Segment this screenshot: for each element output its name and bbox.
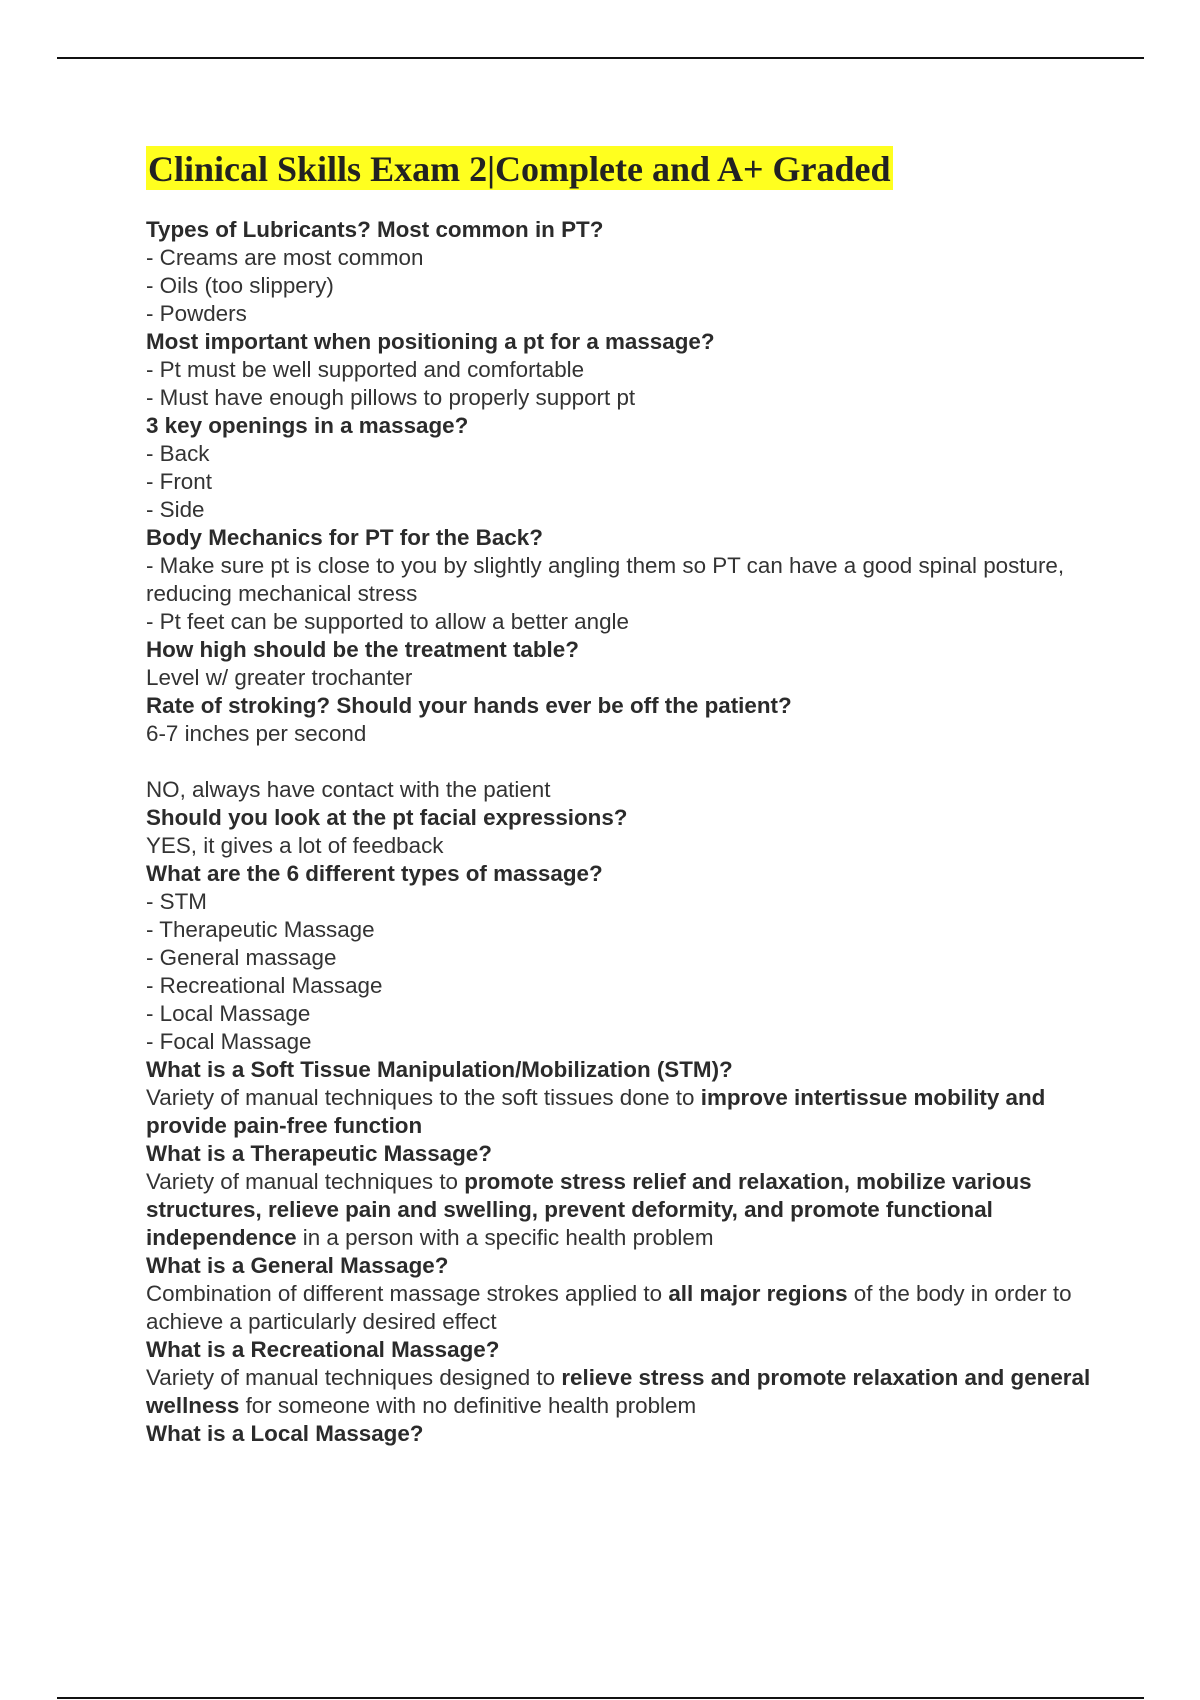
answer-line	[146, 916, 1096, 944]
answer-emphasis: promote stress relief and relaxation, mobilize various structures, relieve pain and swelling, prevent deformity, and promote functional independence	[146, 1169, 1032, 1250]
answer-line	[146, 384, 1096, 412]
answer-emphasis: relieve stress and promote relaxation and general wellness	[146, 1365, 1091, 1418]
question: Types of Lubricants? Most common in PT?	[146, 217, 604, 242]
question: What is a Therapeutic Massage?	[146, 1141, 492, 1166]
qa-item	[146, 216, 1096, 328]
question: What is a Local Massage?	[146, 1421, 424, 1446]
answer-line	[146, 944, 1096, 972]
question: What is a Recreational Massage?	[146, 1337, 500, 1362]
qa-item	[146, 692, 1096, 804]
answer-text: - Pt must be well supported and comfortable	[146, 357, 585, 382]
answer-emphasis: improve intertissue mobility and provide pain-free function	[146, 1085, 1046, 1138]
qa-item	[146, 328, 1096, 412]
answer-line	[146, 244, 1096, 272]
answer-line	[146, 440, 1096, 468]
question: How high should be the treatment table?	[146, 637, 579, 662]
answer-text: for someone with no definitive health problem	[239, 1393, 697, 1418]
answer-line	[146, 776, 1096, 804]
footer-rule	[57, 1697, 1144, 1699]
answer-text: Variety of manual techniques to the soft tissues done to	[146, 1085, 701, 1110]
qa-item	[146, 804, 1096, 860]
answer-text: - Make sure pt is close to you by slightly angling them so PT can have a good spinal posture, reducing mechanical stress	[146, 553, 1065, 606]
answer-line	[146, 496, 1096, 524]
answer-text: - Recreational Massage	[146, 973, 383, 998]
header-rule	[57, 57, 1144, 59]
answer-text: 6-7 inches per second	[146, 721, 367, 746]
answer-text: - Back	[146, 441, 210, 466]
qa-item	[146, 524, 1096, 636]
qa-item	[146, 412, 1096, 524]
document-title: Clinical Skills Exam 2|Complete and A+ Graded	[146, 146, 893, 190]
question: What is a General Massage?	[146, 1253, 449, 1278]
qa-item	[146, 1420, 1096, 1448]
qa-item	[146, 1252, 1096, 1336]
answer-line	[146, 1364, 1096, 1420]
answer-text: of the body in order to achieve a particularly desired effect	[146, 1281, 1072, 1334]
question: Rate of stroking? Should your hands ever be off the patient?	[146, 693, 792, 718]
answer-text: - Therapeutic Massage	[146, 917, 375, 942]
answer-line	[146, 1168, 1096, 1252]
blank-line	[146, 748, 1096, 776]
answer-text: - Side	[146, 497, 205, 522]
question: 3 key openings in a massage?	[146, 413, 469, 438]
answer-text: - Focal Massage	[146, 1029, 312, 1054]
answer-line	[146, 832, 1096, 860]
answer-line	[146, 1280, 1096, 1336]
qa-item	[146, 1140, 1096, 1252]
answer-text: - Must have enough pillows to properly support pt	[146, 385, 636, 410]
answer-line	[146, 272, 1096, 300]
answer-text: NO, always have contact with the patient	[146, 777, 551, 802]
answer-line	[146, 608, 1096, 636]
question: Should you look at the pt facial expressions?	[146, 805, 628, 830]
answer-text: - General massage	[146, 945, 337, 970]
answer-text: - Powders	[146, 301, 247, 326]
answer-text: Variety of manual techniques designed to	[146, 1365, 562, 1390]
answer-line	[146, 720, 1096, 748]
answer-line	[146, 468, 1096, 496]
answer-text: - Local Massage	[146, 1001, 311, 1026]
answer-emphasis: all major regions	[668, 1281, 848, 1306]
question: What is a Soft Tissue Manipulation/Mobilization (STM)?	[146, 1057, 733, 1082]
answer-line	[146, 1028, 1096, 1056]
answer-text: Variety of manual techniques to	[146, 1169, 465, 1194]
qa-item	[146, 1056, 1096, 1140]
question: Body Mechanics for PT for the Back?	[146, 525, 543, 550]
qa-list	[146, 216, 1096, 1448]
qa-item	[146, 636, 1096, 692]
answer-line	[146, 1084, 1096, 1140]
answer-text: - Oils (too slippery)	[146, 273, 334, 298]
answer-text: - Creams are most common	[146, 245, 424, 270]
answer-line	[146, 888, 1096, 916]
answer-line	[146, 356, 1096, 384]
answer-line	[146, 1000, 1096, 1028]
qa-item	[146, 860, 1096, 1056]
answer-text: - Pt feet can be supported to allow a better angle	[146, 609, 629, 634]
qa-item	[146, 1336, 1096, 1420]
answer-text: Combination of different massage strokes applied to	[146, 1281, 669, 1306]
question: Most important when positioning a pt for a massage?	[146, 329, 715, 354]
answer-text: - Front	[146, 469, 212, 494]
answer-text: YES, it gives a lot of feedback	[146, 833, 444, 858]
answer-line	[146, 300, 1096, 328]
answer-line	[146, 664, 1096, 692]
question: What are the 6 different types of massage?	[146, 861, 603, 886]
answer-text: in a person with a specific health problem	[296, 1225, 714, 1250]
answer-line	[146, 552, 1096, 608]
answer-text: Level w/ greater trochanter	[146, 665, 413, 690]
answer-line	[146, 972, 1096, 1000]
answer-text: - STM	[146, 889, 207, 914]
